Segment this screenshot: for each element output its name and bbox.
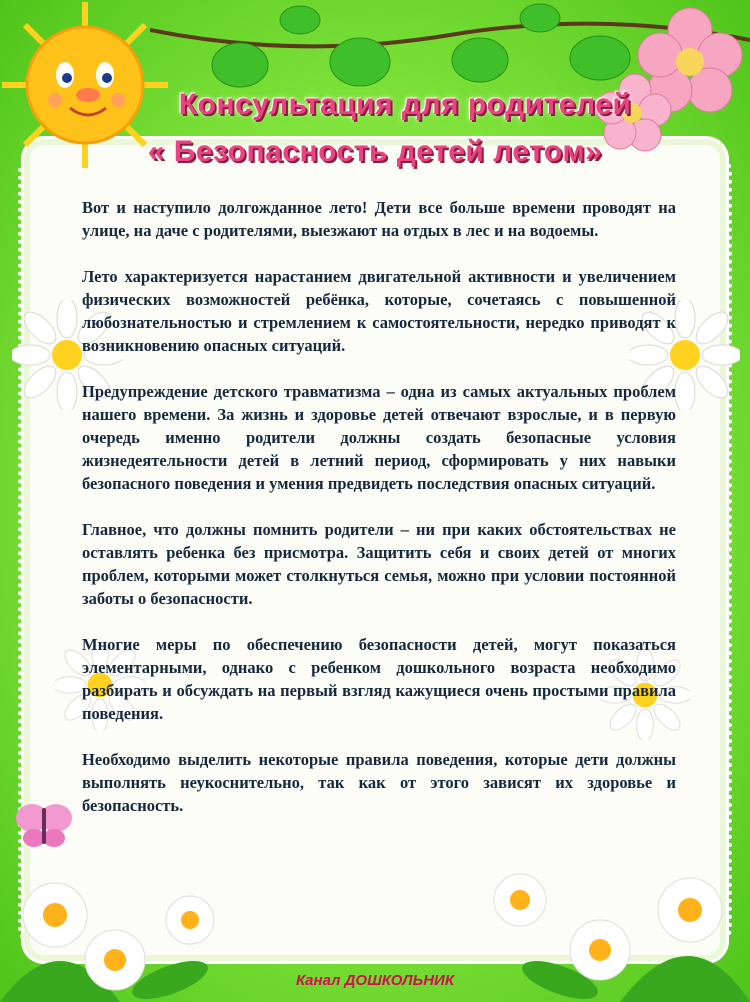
daisy-icon xyxy=(494,874,546,926)
paragraph: Главное, что должны помнить родители – ни при каких обстоятельствах не оставлять ребенка без присмотра. Защитить себя и своих детей от многих проблем, которыми может столкнуться семья, можно при условии постоянной заботы о безопасности. xyxy=(82,520,676,608)
page-title: Консультация для родителей xyxy=(178,88,632,121)
pink-flower-icon xyxy=(590,5,750,155)
leaf-icon xyxy=(212,43,268,87)
leaf-icon xyxy=(280,6,320,34)
leaf-icon xyxy=(330,38,390,86)
daisy-icon xyxy=(23,883,87,947)
daisy-icon xyxy=(658,878,722,942)
leaf-icon xyxy=(520,4,560,32)
article-body xyxy=(82,196,676,840)
paragraph: Лето характеризуется нарастанием двигательной активности и увеличением физических возможностей ребёнка, которые, сочетаясь с повышенной любознательностью и стремлением к самостоятельности, нередко приводят к возникновению опасных ситуаций. xyxy=(82,267,676,355)
channel-credit: Канал ДОШКОЛЬНИК xyxy=(295,972,455,989)
page-subtitle: « Безопасность детей летом» xyxy=(147,135,603,168)
paragraph: Необходимо выделить некоторые правила поведения, которые дети должны выполнять неукоснительно, так как от этого зависят их здоровье и безопасность. xyxy=(82,750,676,815)
leaf-icon xyxy=(452,38,508,82)
paragraph: Предупреждение детского травматизма – одна из самых актуальных проблем нашего времени. За жизнь и здоровье детей отвечают взрослые, и в первую очередь именно родители должны создать безопасные условия жизнедеятельности детей в летний период, сформировать у них навыки безопасного поведения и умения предвидеть последствия опасных ситуаций. xyxy=(82,382,676,493)
butterfly-icon xyxy=(14,800,74,850)
paragraph: Многие меры по обеспечению безопасности детей, могут показаться элементарными, однако с ребенком дошкольного возраста необходимо разбирать и обсуждать на первый взгляд кажущиеся очень простыми правила поведения. xyxy=(82,635,676,723)
paragraph: Вот и наступило долгожданное лето! Дети все больше времени проводят на улице, на даче с родителями, выезжают на отдых в лес и на водоемы. xyxy=(82,198,676,240)
daisy-icon xyxy=(166,896,214,944)
daisy-icon xyxy=(570,920,630,980)
